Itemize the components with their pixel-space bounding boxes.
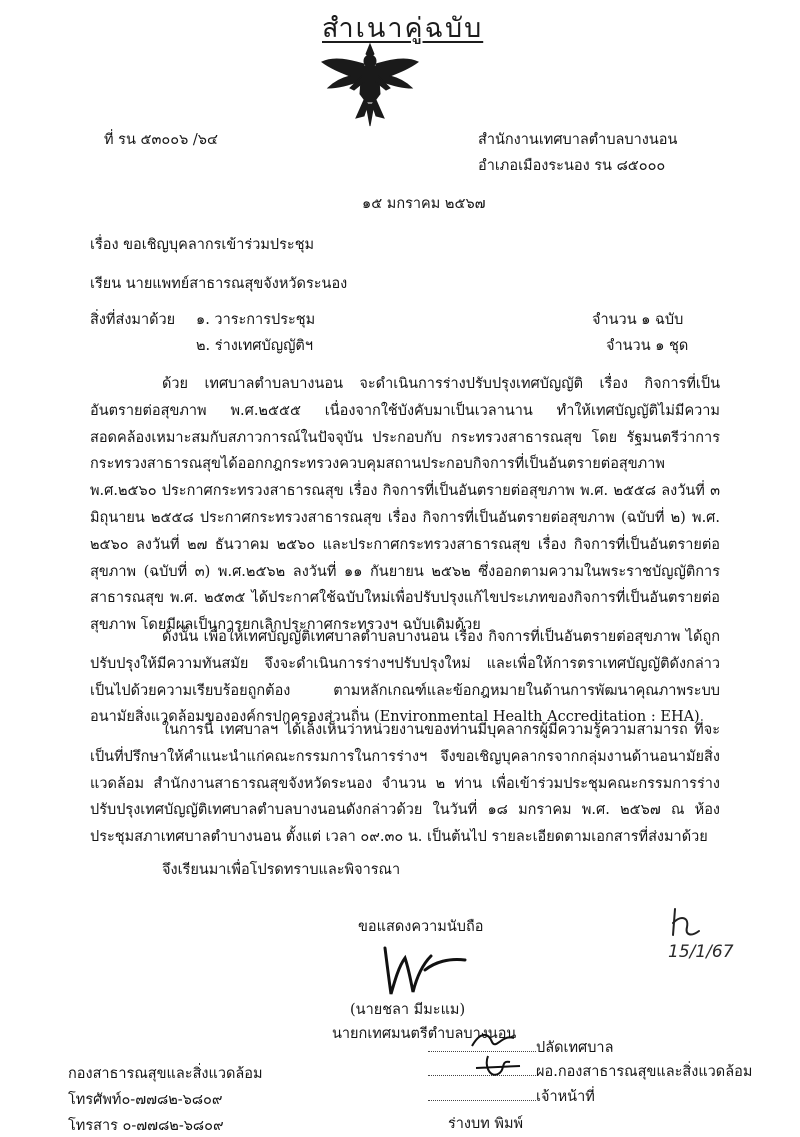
signer-title: นายกเทศมนตรีตำบลบางนอน bbox=[332, 1026, 517, 1042]
initials-mark-2 bbox=[470, 1052, 540, 1082]
routing-row-3: เจ้าหน้าที่ bbox=[428, 1085, 595, 1108]
footer-fax: โทรสาร ๐-๗๗๘๒-๖๘๐๙ bbox=[68, 1118, 224, 1134]
reference-number: ที่ รน ๕๓๐๐๖ /๖๔ bbox=[104, 132, 218, 148]
handwritten-initial-mark bbox=[655, 905, 715, 945]
routing-row-1: ปลัดเทศบาล bbox=[428, 1036, 613, 1059]
enclosures-label: สิ่งที่ส่งมาด้วย bbox=[90, 312, 176, 328]
garuda-emblem-icon bbox=[320, 42, 420, 128]
body-paragraph-2: ดังนั้น เพื่อให้เทศบัญญัติเทศบาลตำบลบางนอน เรื่อง กิจการที่เป็นอันตรายต่อสุขภาพ ได้ถูกปรับปรุงให้มีความทันสมัย จึงจะดำเนินการร่างฯปรับปรุงใหม่ และเพื่อให้การตราเทศบัญญัติดังกล่าวเป็นไปด้วยความเรียบร้อยถูกต้อง ตามหลักเกณฑ์และข้อกฎหมายในด้านการพัฒนาคุณภาพระบบอนามัยสิ่งแวดล้อมขององค์กรปกครองส่วนถิ่น (Environmental Health Accreditation : EHA) bbox=[90, 629, 720, 726]
signature-mark bbox=[365, 940, 475, 1000]
enclosure-qty-1: จำนวน ๑ ฉบับ bbox=[592, 312, 684, 328]
initials-mark-1 bbox=[462, 1024, 532, 1054]
footer-division: กองสาธารณสุขและสิ่งแวดล้อม bbox=[68, 1066, 263, 1082]
recipient-line: เรียน นายแพทย์สาธารณสุขจังหวัดระนอง bbox=[90, 276, 348, 292]
closing-request: จึงเรียนมาเพื่อโปรดทราบและพิจารณา bbox=[162, 862, 401, 878]
footer-phone: โทรศัพท์๐-๗๗๘๒-๖๘๐๙ bbox=[68, 1092, 223, 1108]
routing-row-2: ผอ.กองสาธารณสุขและสิ่งแวดล้อม bbox=[428, 1060, 752, 1083]
sender-address: อำเภอเมืองระนอง รน ๘๕๐๐๐ bbox=[478, 158, 666, 174]
subject-line: เรื่อง ขอเชิญบุคลากรเข้าร่วมประชุม bbox=[90, 237, 315, 253]
enclosure-item-1: ๑. วาระการประชุม bbox=[196, 312, 316, 328]
signer-name: (นายชลา มีมะแม) bbox=[350, 1002, 466, 1018]
complimentary-close: ขอแสดงความนับถือ bbox=[358, 919, 484, 935]
copy-stamp: สำเนาคู่ฉบับ bbox=[322, 13, 484, 44]
body-paragraph-3: ในการนี้ เทศบาลฯ ได้เล็งเห็นว่าหน่วยงานของท่านมีบุคลากรผู้มีความรู้ความสามารถ ที่จะเป็นที่ปรึกษาให้คำแนะนำแก่คณะกรรมการในการร่างฯ จึงขอเชิญบุคลากรจากกลุ่มงานด้านอนามัยสิ่งแวดล้อม สำนักงานสาธารณสุขจังหวัดระนอง จำนวน ๒ ท่าน เพื่อเข้าร่วมประชุมคณะกรรมการร่างปรับปรุงเทศบัญญัติเทศบาลตำบลบางนอนดังกล่าวด้วย ในวันที่ ๑๘ มกราคม พ.ศ. ๒๕๖๗ ณ ห้องประชุมสภาเทศบาลตำบางนอน ตั้งแต่ เวลา ๐๙.๓๐ น. เป็นต้นไป รายละเอียดตามเอกสารที่ส่งมาด้วย bbox=[90, 722, 720, 846]
footer-fragment: ร่างบท พิมพ์ bbox=[448, 1116, 524, 1132]
body-paragraph-1: ด้วย เทศบาลตำบลบางนอน จะดำเนินการร่างปรับปรุงเทศบัญญัติ เรื่อง กิจการที่เป็นอันตรายต่อสุขภาพ พ.ศ.๒๕๕๕ เนื่องจากใช้บังคับมาเป็นเวลานาน ทำให้เทศบัญญัติไม่มีความสอดคล้องเหมาะสมกับสภาวการณ์ในปัจจุบัน ประกอบกับ กระทรวงสาธารณสุข โดย รัฐมนตรีว่าการกระทรวงสาธารณสุขได้ออกกฎกระทรวงควบคุมสถานประกอบกิจการที่เป็นอันตรายต่อสุขภาพ พ.ศ.๒๕๖๐ ประกาศกระทรวงสาธารณสุข เรื่อง กิจการที่เป็นอันตรายต่อสุขภาพ พ.ศ. ๒๕๕๘ ลงวันที่ ๓ มิถุนายน ๒๕๕๘ ประกาศกระทรวงสาธารณสุข เรื่อง กิจการที่เป็นอันตรายต่อสุขภาพ (ฉบับที่ ๒) พ.ศ. ๒๕๖๐ ลงวันที่ ๒๗ ธันวาคม ๒๕๖๐ และประกาศกระทรวงสาธารณสุข เรื่อง กิจการที่เป็นอันตรายต่อสุขภาพ (ฉบับที่ ๓) พ.ศ.๒๕๖๒ ลงวันที่ ๑๑ กันยายน ๒๕๖๒ ซึ่งออกตามความในพระราชบัญญัติการสาธารณสุข พ.ศ. ๒๕๓๕ ได้ประกาศใช้ฉบับใหม่เพื่อปรับปรุงแก้ไขประเภทของกิจการที่เป็นอันตรายต่อสุขภาพ โดยมีผลเป็นการยกเลิกประกาศกระทรวงฯ ฉบับเดิมด้วย bbox=[90, 376, 720, 634]
enclosure-qty-2: จำนวน ๑ ชุด bbox=[606, 338, 689, 354]
letter-date: ๑๕ มกราคม ๒๕๖๗ bbox=[362, 196, 486, 212]
handwritten-date: 15/1/67 bbox=[668, 942, 734, 962]
sender-office: สำนักงานเทศบาลตำบลบางนอน bbox=[478, 132, 678, 148]
enclosure-item-2: ๒. ร่างเทศบัญญัติฯ bbox=[196, 338, 313, 354]
